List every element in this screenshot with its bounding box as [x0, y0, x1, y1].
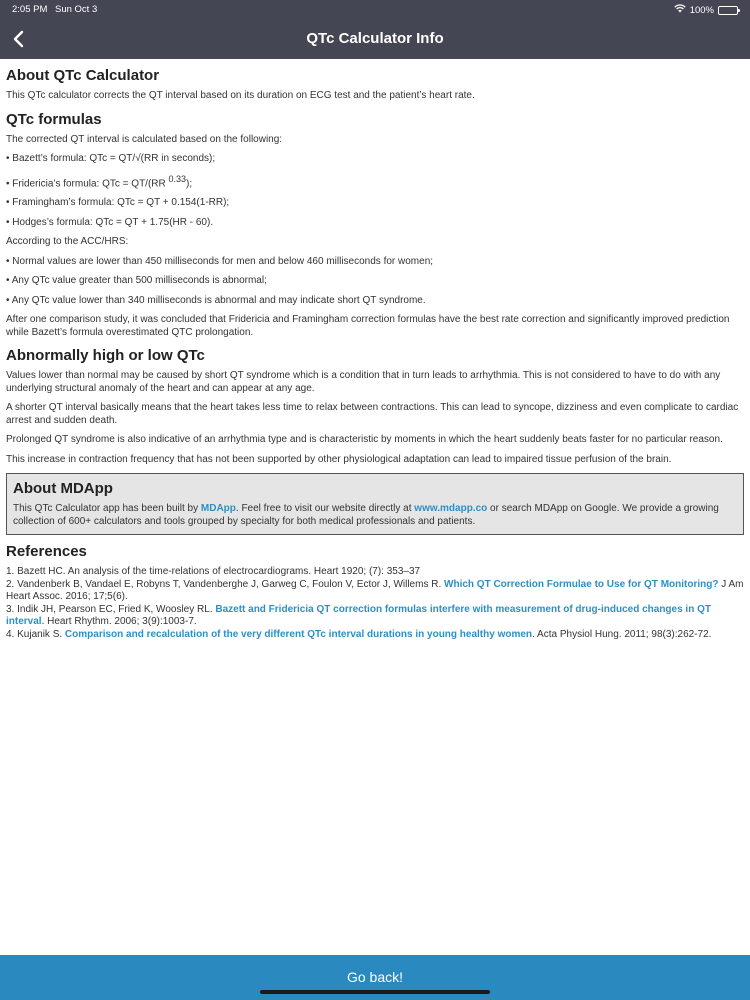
- wifi-icon: [674, 4, 686, 16]
- reference-1: 1. Bazett HC. An analysis of the time-relations of electrocardiograms. Heart 1920; (7): 353–37: [6, 566, 421, 578]
- about-title: About QTc Calculator: [6, 67, 160, 84]
- bazett-formula: • Bazett’s formula: QTc = QT/√(RR in seconds);: [6, 153, 216, 164]
- reference-4-journal: . Acta Physiol Hung. 2011; 98(3):262-72.: [532, 628, 712, 640]
- mdapp-text-2: . Feel free to visit our website directly at: [235, 503, 415, 515]
- mdapp-text-1: This QTc Calculator app has been built by: [13, 503, 201, 515]
- hodges-formula: • Hodges’s formula: QTc = QT + 1.75(HR - 60).: [6, 216, 214, 228]
- references-title: References: [6, 543, 87, 561]
- reference-2-journal: J Am Heart Assoc. 2016; 17;5(6).: [6, 578, 744, 603]
- reference-3-authors: 3. Indik JH, Pearson EC, Fried K, Woosley RL.: [6, 603, 216, 615]
- reference-2-link[interactable]: Which QT Correction Formulae to Use for QT Monitoring?: [444, 578, 719, 590]
- about-text: This QTc calculator corrects the QT interval based on its duration on ECG test and the patient’s heart rate.: [6, 90, 475, 101]
- page-title: QTc Calculator Info: [306, 30, 444, 47]
- abnormal-p3: Prolonged QT syndrome is also indicative of an arrhythmia type and is characteristic by moments in which the heart suddenly beats faster for no particular reason.: [6, 434, 723, 446]
- mdapp-text: [13, 503, 737, 528]
- reference-3: [6, 604, 744, 629]
- reference-2: [6, 579, 744, 604]
- status-date: Sun Oct 3: [55, 4, 98, 15]
- reference-3-link[interactable]: Bazett and Fridericia QT correction formulas interfere with measurement of drug-induced changes in QT interval: [6, 603, 711, 628]
- go-back-button[interactable]: Go back!: [0, 955, 750, 1000]
- references-list: [6, 566, 744, 641]
- status-bar: [12, 4, 738, 18]
- battery-percent: 100%: [689, 4, 714, 16]
- mdapp-link[interactable]: MDApp: [200, 503, 236, 515]
- normal-values: • Normal values are lower than 450 milliseconds for men and below 460 milliseconds for women;: [6, 255, 434, 267]
- abnormal-p1: Values lower than normal may be caused by short QT syndrome which is a condition that in turn leads to arrhythmia. This is not considered to have to do with any underlying structural anomaly of the heart and can appear at any age.: [6, 370, 721, 394]
- study-text: After one comparison study, it was concluded that Fridericia and Framingham correction formulas have the best rate correction and significantly improved prediction while Bazett’s formula overestimated QTC prolongation.: [6, 314, 730, 338]
- fridericia-prefix: • Fridericia’s formula: QTc = QT/(RR: [6, 177, 169, 189]
- reference-4-authors: 4. Kujanik S.: [6, 628, 65, 640]
- about-mdapp-box: [6, 473, 744, 535]
- abnormal-title: Abnormally high or low QTc: [6, 347, 205, 365]
- home-indicator: [260, 990, 490, 994]
- reference-2-authors: 2. Vandenberk B, Vandael E, Robyns T, Vandenberghe J, Garweg C, Foulon V, Ector J, Willems R.: [6, 578, 445, 590]
- status-time: 2:05 PM: [12, 4, 48, 15]
- mdapp-website-link[interactable]: www.mdapp.co: [414, 503, 488, 515]
- framingham-formula: • Framingham’s formula: QTc = QT + 0.154(1-RR);: [6, 197, 230, 209]
- info-content: [6, 59, 744, 641]
- fridericia-formula: [6, 173, 744, 191]
- reference-4: [6, 629, 744, 642]
- reference-3-journal: . Heart Rhythm. 2006; 3(9):1003-7.: [41, 616, 197, 628]
- abnormal-p4: This increase in contraction frequency that has not been supported by other physiological adaptation can lead to impaired tissue perfusion of the brain.: [6, 453, 672, 465]
- fridericia-suffix: );: [186, 177, 193, 189]
- reference-4-link[interactable]: Comparison and recalculation of the very different QTc interval durations in young healthy women: [64, 628, 533, 640]
- battery-icon: [718, 6, 738, 15]
- short-values: • Any QTc value lower than 340 milliseconds is abnormal and may indicate short QT syndrome.: [6, 294, 426, 306]
- fridericia-exponent: 0.33: [168, 173, 187, 184]
- acc-text: According to the ACC/HRS:: [6, 236, 129, 248]
- formulas-intro: The corrected QT interval is calculated based on the following:: [6, 133, 283, 145]
- mdapp-text-3: or search MDApp on Google. We provide a growing collection of 600+ calculators and tools grouped by specialty for both medical professionals and patients.: [13, 503, 719, 527]
- app-header: [0, 0, 750, 59]
- formulas-list: [6, 134, 744, 340]
- mdapp-title: About MDApp: [13, 480, 113, 498]
- abnormal-values: • Any QTc value greater than 500 milliseconds is abnormal;: [6, 275, 267, 287]
- formulas-title: QTc formulas: [6, 110, 102, 128]
- status-right: [674, 4, 738, 16]
- abnormal-p2: A shorter QT interval basically means that the heart takes less time to relax between contractions. This can lead to syncope, dizziness and even complicate to cardiac arrest and sudden death.: [6, 402, 739, 426]
